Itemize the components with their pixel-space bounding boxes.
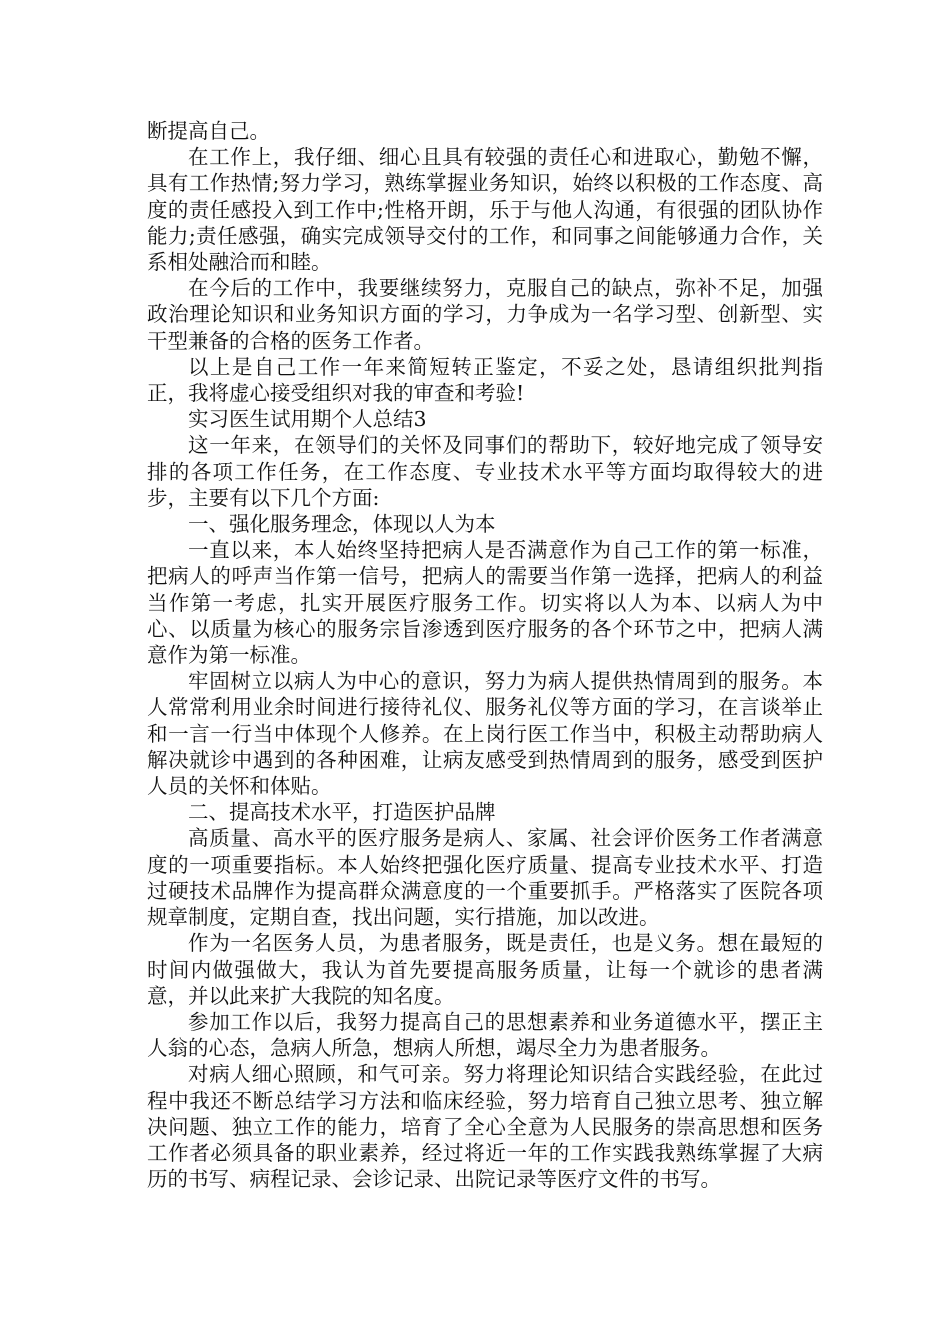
paragraph: 一直以来，本人始终坚持把病人是否满意作为自己工作的第一标准，把病人的呼声当作第一信号，把病人的需要当作第一选择，把病人的利益当作第一考虑，扎实开展医疗服务工作。切实将以人为本、以病人为中心、以质量为核心的服务宗旨渗透到医疗服务的各个环节之中，把病人满意作为第一标准。: [147, 538, 823, 668]
paragraph: 断提高自己。: [147, 119, 270, 143]
paragraph: 在今后的工作中，我要继续努力，克服自己的缺点，弥补不足，加强政治理论知识和业务知识方面的学习，力争成为一名学习型、创新型、实干型兼备的合格的医务工作者。: [147, 276, 823, 353]
paragraph: 牢固树立以病人为中心的意识，努力为病人提供热情周到的服务。本人常常利用业余时间进行接待礼仪、服务礼仪等方面的学习，在言谈举止和一言一行当中体现个人修养。在上岗行医工作当中，积极主动帮助病人解决就诊中遇到的各种困难，让病友感受到热情周到的服务，感受到医护人员的关怀和体贴。: [147, 669, 823, 799]
paragraph: 这一年来，在领导们的关怀及同事们的帮助下，较好地完成了领导安排的各项工作任务，在工作态度、专业技术水平等方面均取得较大的进步，主要有以下几个方面:: [147, 433, 823, 510]
paragraph: 对病人细心照顾，和气可亲。努力将理论知识结合实践经验，在此过程中我还不断总结学习方法和临床经验，努力培育自己独立思考、独立解决问题、独立工作的能力，培育了全心全意为人民服务的崇高思想和医务工作者必须具备的职业素养，经过将近一年的工作实践我熟练掌握了大病历的书写、病程记录、会诊记录、出院记录等医疗文件的书写。: [147, 1062, 823, 1192]
paragraph: 作为一名医务人员，为患者服务，既是责任，也是义务。想在最短的时间内做强做大，我认为首先要提高服务质量，让每一个就诊的患者满意，并以此来扩大我院的知名度。: [147, 931, 823, 1008]
section-heading: 二、提高技术水平，打造医护品牌: [188, 800, 496, 825]
paragraph: 以上是自己工作一年来简短转正鉴定，不妥之处，恳请组织批判指正，我将虚心接受组织对我的审查和考验!: [147, 354, 823, 406]
paragraph: 参加工作以后，我努力提高自己的思想素养和业务道德水平，摆正主人翁的心态，急病人所急，想病人所想，竭尽全力为患者服务。: [147, 1009, 823, 1061]
paragraph: 高质量、高水平的医疗服务是病人、家属、社会评价医务工作者满意度的一项重要指标。本人始终把强化医疗质量、提高专业技术水平、打造过硬技术品牌作为提高群众满意度的一个重要抓手。严格落实了医院各项规章制度，定期自查，找出问题，实行措施，加以改进。: [147, 826, 823, 930]
section-title: 实习医生试用期个人总结3: [188, 407, 427, 432]
paragraph: 在工作上，我仔细、细心且具有较强的责任心和进取心，勤勉不懈，具有工作热情;努力学习，熟练掌握业务知识，始终以积极的工作态度、高度的责任感投入到工作中;性格开朗，乐于与他人沟通，有很强的团队协作能力;责任感强，确实完成领导交付的工作，和同事之间能够通力合作，关系相处融洽而和睦。: [147, 145, 823, 275]
section-heading: 一、强化服务理念，体现以人为本: [188, 512, 496, 537]
document-body: [147, 118, 823, 1192]
